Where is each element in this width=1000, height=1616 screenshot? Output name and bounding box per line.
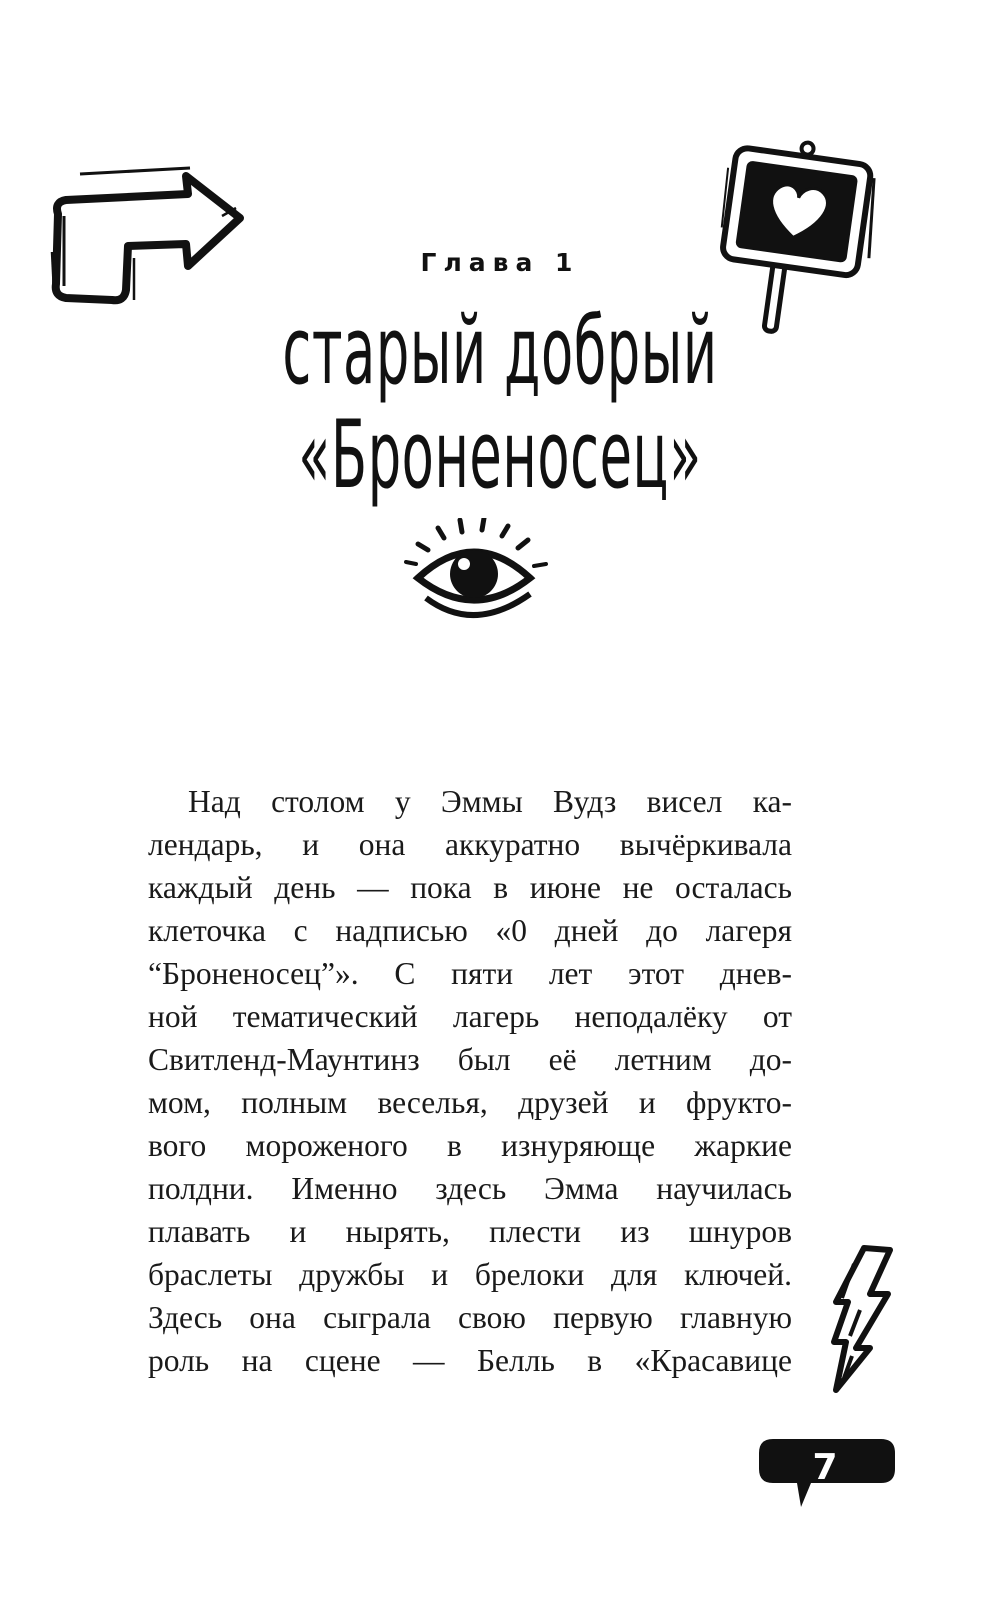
lightning-bolt-icon bbox=[830, 1244, 895, 1394]
text-line: полдни. Именно здесь Эмма научилась bbox=[148, 1171, 792, 1206]
text-line: каждый день — пока в июне не осталась bbox=[148, 870, 792, 905]
eye-icon bbox=[404, 518, 564, 633]
text-line: клеточка с надписью «0 дней до лагеря bbox=[148, 913, 792, 948]
chapter-title-line-1: старый добрый bbox=[282, 297, 718, 406]
text-line: Над столом у Эммы Вудз висел ка- bbox=[188, 784, 792, 819]
text-line: плавать и нырять, плести из шнуров bbox=[148, 1214, 792, 1249]
text-line: браслеты дружбы и брелоки для ключей. bbox=[148, 1257, 792, 1292]
body-text bbox=[148, 780, 792, 1382]
chapter-title-line-2: «Броненосец» bbox=[298, 401, 702, 510]
text-line: ной тематический лагерь неподалёку от bbox=[148, 999, 792, 1034]
text-line: лендарь, и она аккуратно вычёркивала bbox=[148, 827, 792, 862]
text-line: Здесь она сыграла свою первую главную bbox=[148, 1300, 792, 1335]
chapter-label: Глава 1 bbox=[420, 248, 580, 277]
text-line: “Броненосец”». С пяти лет этот днев- bbox=[148, 956, 792, 991]
text-line: Свитленд-Маунтинз был её летним до- bbox=[148, 1042, 792, 1077]
text-line: мом, полным веселья, друзей и фрукто- bbox=[148, 1085, 792, 1120]
text-line: вого мороженого в изнуряюще жаркие bbox=[148, 1128, 792, 1163]
text-line: роль на сцене — Белль в «Красавице bbox=[148, 1343, 792, 1378]
page-number: 7 bbox=[812, 1447, 838, 1488]
arrow-icon bbox=[40, 162, 250, 312]
chapter-title bbox=[0, 297, 1000, 510]
